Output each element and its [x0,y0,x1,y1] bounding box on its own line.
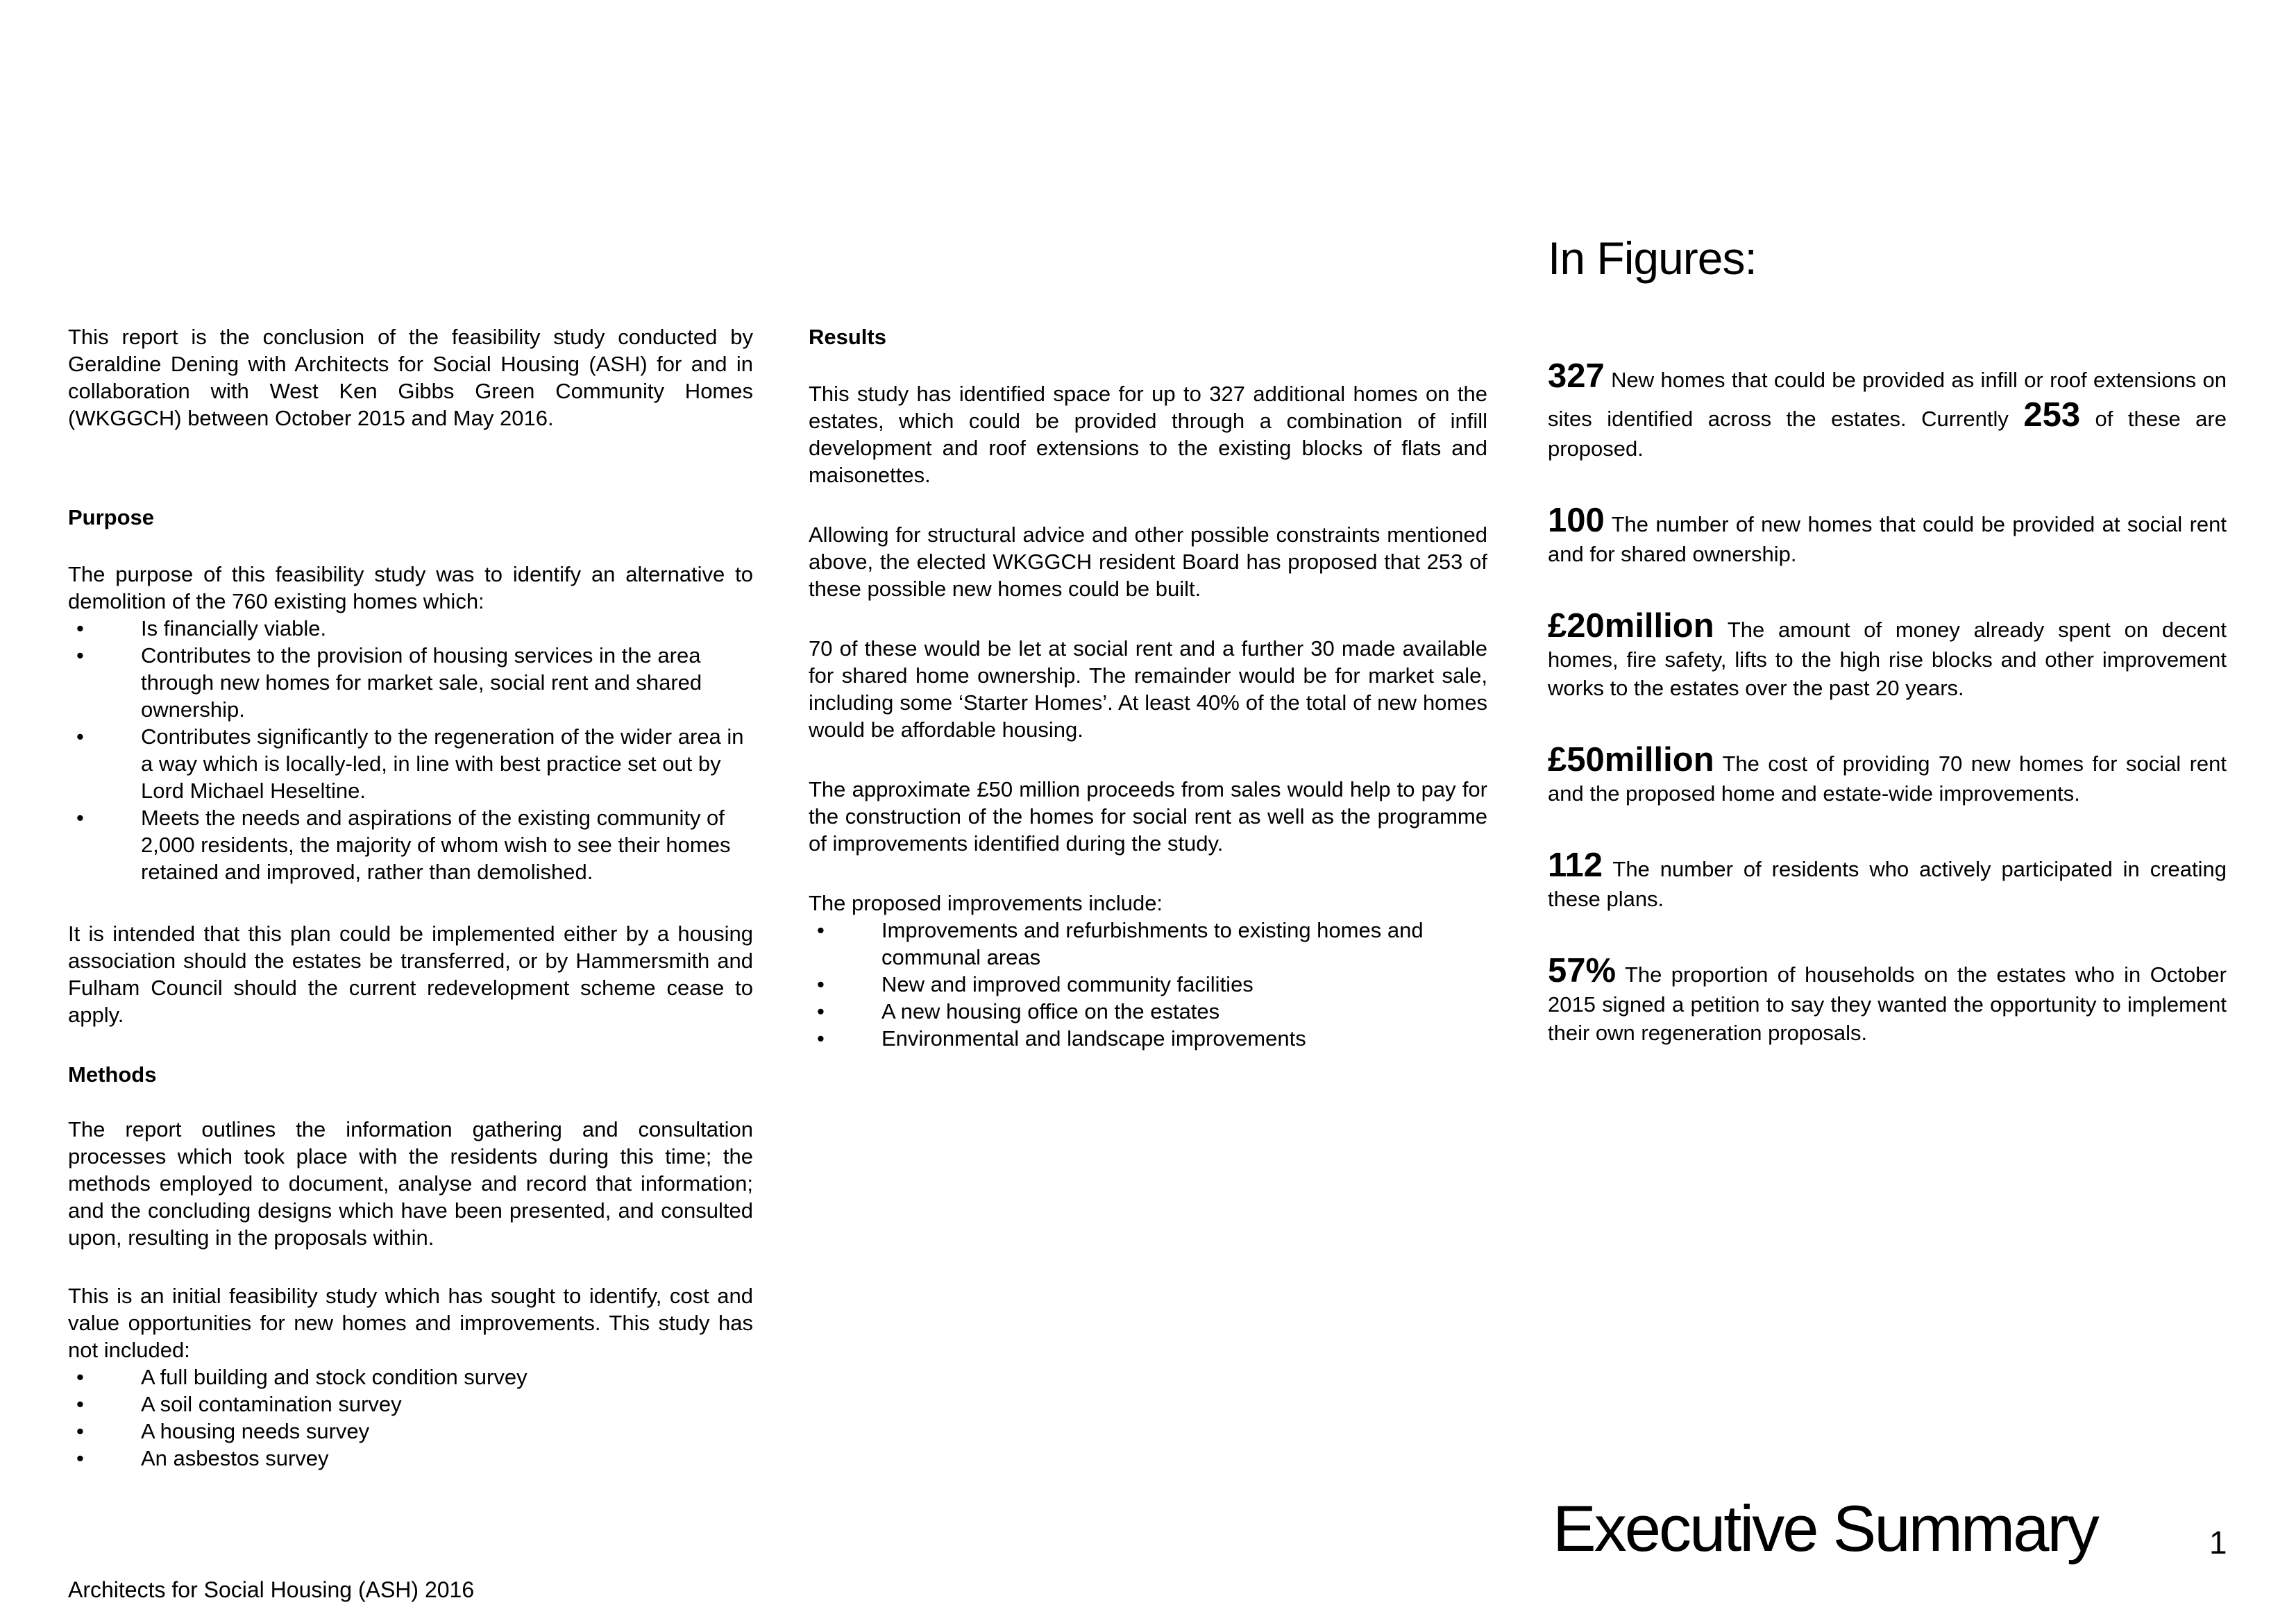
figure-value: £20million [1548,607,1714,645]
bullet-item: • Contributes significantly to the regeneration of the wider area in a way which is locally-led, in line with best practice set out by Lord Michael Heseltine. [68,723,753,804]
methods-bullet-list [68,1363,753,1472]
results-paragraph-4: The approximate £50 million proceeds from sales would help to pay for the construction of the homes for social rent as well as the programme of improvements identified during the study. [809,777,1487,856]
middle-column [809,323,1487,1052]
bullet-item: • New and improved community facilities [809,971,1487,998]
purpose-heading: Purpose [68,505,155,529]
improvements-bullet-list [809,917,1487,1052]
results-paragraph-2: Allowing for structural advice and other possible constraints mentioned above, the elected WKGGCH resident Board has proposed that 253 of these possible new homes could be built. [809,522,1487,601]
bullet-item: • Is financially viable. [68,615,753,642]
figure-text: The proportion of households on the estates who in October 2015 signed a petition to say they wanted the opportunity to implement their own regeneration proposals. [1548,962,2227,1045]
improvements-intro-paragraph: The proposed improvements include: [809,891,1163,915]
purpose-bullet-list [68,615,753,885]
figure-value: 327 [1548,357,1605,395]
figure-100 [1548,501,2227,568]
figure-value: 57% [1548,952,1617,989]
results-paragraph-1: This study has identified space for up to 327 additional homes on the estates, which could be provided through a combination of infill development and roof extensions to the existing blocks of flats and maisonettes. [809,382,1487,487]
figure-value: 253 [2023,396,2081,434]
bullet-item: • Meets the needs and aspirations of the existing community of 2,000 residents, the majority of whom wish to see their homes retained and improved, rather than demolished. [68,804,753,885]
footer-credit: Architects for Social Housing (ASH) 2016 [68,1577,475,1602]
figure-text: The cost of providing 70 new homes for social rent and the proposed home and estate-wide improvements. [1548,751,2227,806]
figure-text: The number of residents who actively participated in creating these plans. [1548,857,2227,911]
purpose-outro-paragraph: It is intended that this plan could be implemented either by a housing association should the estates be transferred, or by Hammersmith and Fulham Council should the current redevelopment scheme cease to apply. [68,921,753,1027]
figure-112 [1548,846,2227,913]
figure-57-percent [1548,951,2227,1047]
methods-heading: Methods [68,1062,157,1087]
figure-20million [1548,606,2227,702]
purpose-intro-paragraph: The purpose of this feasibility study was to identify an alternative to demolition of the 760 existing homes which: [68,562,753,613]
page-title: Executive Summary [1553,1492,2097,1565]
bullet-item: • A full building and stock condition survey [68,1363,753,1391]
page-number: 1 [2209,1524,2227,1561]
figure-value: 100 [1548,502,1605,539]
methods-paragraph-1: The report outlines the information gathering and consultation processes which took place with the residents during this time; the methods employed to document, analyse and record that information; and the concluding designs which have been presented, and consulted upon, resulting in the proposals within. [68,1117,753,1250]
figure-text: The number of new homes that could be provided at social rent and for shared ownership. [1548,512,2227,566]
bullet-item: • An asbestos survey [68,1445,753,1472]
figure-50million [1548,740,2227,808]
figure-327 [1548,357,2227,463]
in-figures-column [1548,230,2227,1047]
figure-text: of these are proposed. [1548,407,2227,461]
bullet-item: • Environmental and landscape improvements [809,1025,1487,1052]
bullet-item: • A soil contamination survey [68,1391,753,1418]
bullet-item: • A housing needs survey [68,1418,753,1445]
results-paragraph-3: 70 of these would be let at social rent and a further 30 made available for shared home ownership. The remainder would be for market sale, including some ‘Starter Homes’. At least 40% of the total of new homes would be affordable housing. [809,636,1487,742]
intro-paragraph: This report is the conclusion of the feasibility study conducted by Geraldine Dening with Architects for Social Housing (ASH) for and in collaboration with West Ken Gibbs Green Community Homes (WKGGCH) between October 2015 and May 2016. [68,325,753,430]
bullet-item: • Contributes to the provision of housing services in the area through new homes for market sale, social rent and shared ownership. [68,642,753,723]
results-heading: Results [809,325,886,349]
in-figures-heading: In Figures: [1548,232,1757,284]
figure-value: 112 [1548,847,1603,884]
figure-text: New homes that could be provided as infill or roof extensions on sites identified across the estates. Currently [1548,368,2227,431]
left-column [68,323,753,1472]
figure-text: The amount of money already spent on decent homes, fire safety, lifts to the high rise blocks and other improvement works to the estates over the past 20 years. [1548,618,2227,700]
bullet-item: • A new housing office on the estates [809,998,1487,1025]
bullet-item: • Improvements and refurbishments to existing homes and communal areas [809,917,1487,971]
figure-value: £50million [1548,741,1714,779]
methods-paragraph-2: This is an initial feasibility study which has sought to identify, cost and value opportunities for new homes and improvements. This study has not included: [68,1284,753,1362]
